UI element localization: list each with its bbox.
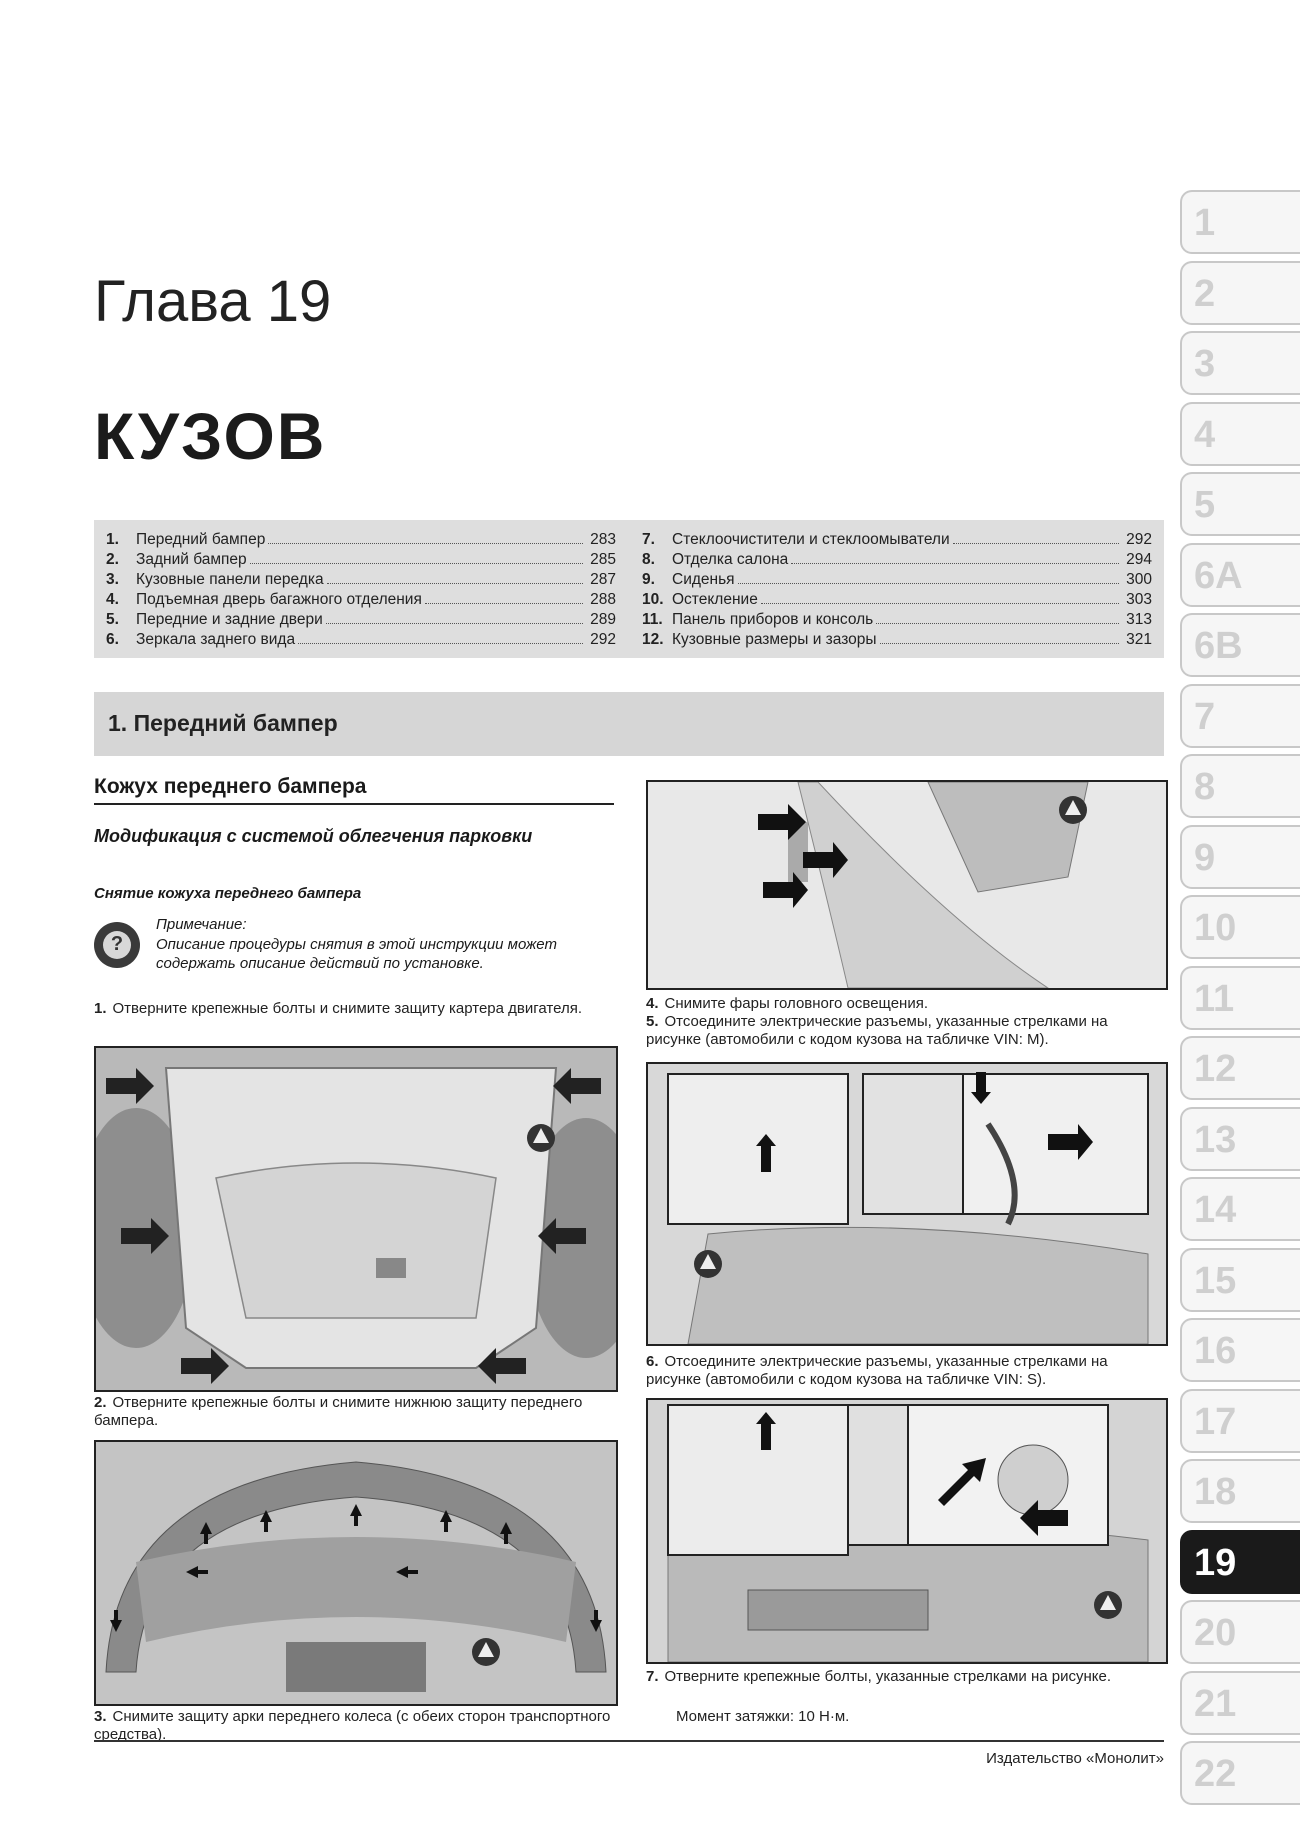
chapter-tab[interactable]: 9 — [1180, 825, 1300, 889]
chapter-tab[interactable]: 6A — [1180, 543, 1300, 607]
note-label: Примечание: — [156, 916, 247, 933]
chapter-tabs — [1180, 190, 1300, 1812]
subsection-title: Кожух переднего бампера — [94, 775, 614, 805]
figure-bumper-lower-shield — [94, 1440, 618, 1706]
chapter-tab[interactable]: 10 — [1180, 895, 1300, 959]
chapter-tab[interactable]: 15 — [1180, 1248, 1300, 1312]
toc-item[interactable]: 10. Остекление 303 — [642, 591, 1152, 608]
chapter-tab[interactable]: 4 — [1180, 402, 1300, 466]
chapter-tab-active[interactable]: 19 — [1180, 1530, 1300, 1594]
chapter-tab[interactable]: 13 — [1180, 1107, 1300, 1171]
step-1: 1. Отверните крепежные болты и снимите защиту картера двигателя. — [94, 1000, 582, 1017]
toc-item[interactable]: 12. Кузовные размеры и зазоры 321 — [642, 631, 1152, 648]
footer-rule — [94, 1740, 1164, 1742]
toc-item[interactable]: 2. Задний бампер 285 — [106, 551, 616, 568]
chapter-tab[interactable]: 22 — [1180, 1741, 1300, 1805]
figure-connectors-vin-m — [646, 1062, 1168, 1346]
note-text: Описание процедуры снятия в этой инструкции может содержать описание действий по установке. — [156, 936, 557, 972]
chapter-tab[interactable]: 8 — [1180, 754, 1300, 818]
toc-item[interactable]: 4. Подъемная дверь багажного отделения 288 — [106, 591, 616, 608]
toc-item[interactable]: 1. Передний бампер 283 — [106, 531, 616, 548]
modification-heading: Модификация с системой облегчения парковки — [94, 826, 533, 846]
step-6: 6. Отсоедините электрические разъемы, указанные стрелками на рисунке (автомобили с кодом кузова на табличке VIN: S). — [646, 1353, 1108, 1388]
toc-item[interactable]: 9. Сиденья 300 — [642, 571, 1152, 588]
torque-spec: Момент затяжки: 10 Н·м. — [676, 1708, 850, 1725]
chapter-tab[interactable]: 6B — [1180, 613, 1300, 677]
chapter-tab[interactable]: 2 — [1180, 261, 1300, 325]
chapter-tab[interactable]: 17 — [1180, 1389, 1300, 1453]
toc-item[interactable]: 6. Зеркала заднего вида 292 — [106, 631, 616, 648]
toc-column-right — [642, 530, 1152, 650]
step-3: 3. Снимите защиту арки переднего колеса (с обеих сторон транспортного средства). — [94, 1708, 611, 1743]
toc-item[interactable]: 3. Кузовные панели передка 287 — [106, 571, 616, 588]
step-4: 4. Снимите фары головного освещения. — [646, 995, 929, 1012]
toc-column-left — [106, 530, 616, 650]
table-of-contents — [94, 520, 1164, 658]
publisher: Издательство «Монолит» — [986, 1750, 1164, 1767]
chapter-tab[interactable]: 3 — [1180, 331, 1300, 395]
step-7: 7. Отверните крепежные болты, указанные стрелками на рисунке. — [646, 1668, 1111, 1685]
section-header — [94, 692, 1164, 756]
chapter-tab[interactable]: 11 — [1180, 966, 1300, 1030]
chapter-tab[interactable]: 18 — [1180, 1459, 1300, 1523]
toc-item[interactable]: 5. Передние и задние двери 289 — [106, 611, 616, 628]
chapter-label: Глава 19 — [94, 269, 332, 334]
chapter-tab[interactable]: 16 — [1180, 1318, 1300, 1382]
chapter-tab[interactable]: 7 — [1180, 684, 1300, 748]
figure-connectors-vin-s — [646, 1398, 1168, 1664]
chapter-title: КУЗОВ — [94, 399, 327, 473]
chapter-tab[interactable]: 5 — [1180, 472, 1300, 536]
figure-headlight-area — [646, 780, 1168, 990]
section-title: 1. Передний бампер — [108, 710, 338, 736]
chapter-tab[interactable]: 20 — [1180, 1600, 1300, 1664]
note-icon: ? — [94, 922, 140, 968]
chapter-tab[interactable]: 14 — [1180, 1177, 1300, 1241]
toc-item[interactable]: 7. Стеклоочистители и стеклоомыватели 292 — [642, 531, 1152, 548]
toc-item[interactable]: 8. Отделка салона 294 — [642, 551, 1152, 568]
step-5: 5. Отсоедините электрические разъемы, указанные стрелками на рисунке (автомобили с кодом кузова на табличке VIN: M). — [646, 1013, 1108, 1048]
removal-heading: Снятие кожуха переднего бампера — [94, 885, 362, 902]
toc-item[interactable]: 11. Панель приборов и консоль 313 — [642, 611, 1152, 628]
step-2: 2. Отверните крепежные болты и снимите нижнюю защиту переднего бампера. — [94, 1394, 583, 1429]
chapter-tab[interactable]: 1 — [1180, 190, 1300, 254]
chapter-tab[interactable]: 12 — [1180, 1036, 1300, 1100]
figure-engine-undertray — [94, 1046, 618, 1392]
chapter-tab[interactable]: 21 — [1180, 1671, 1300, 1735]
